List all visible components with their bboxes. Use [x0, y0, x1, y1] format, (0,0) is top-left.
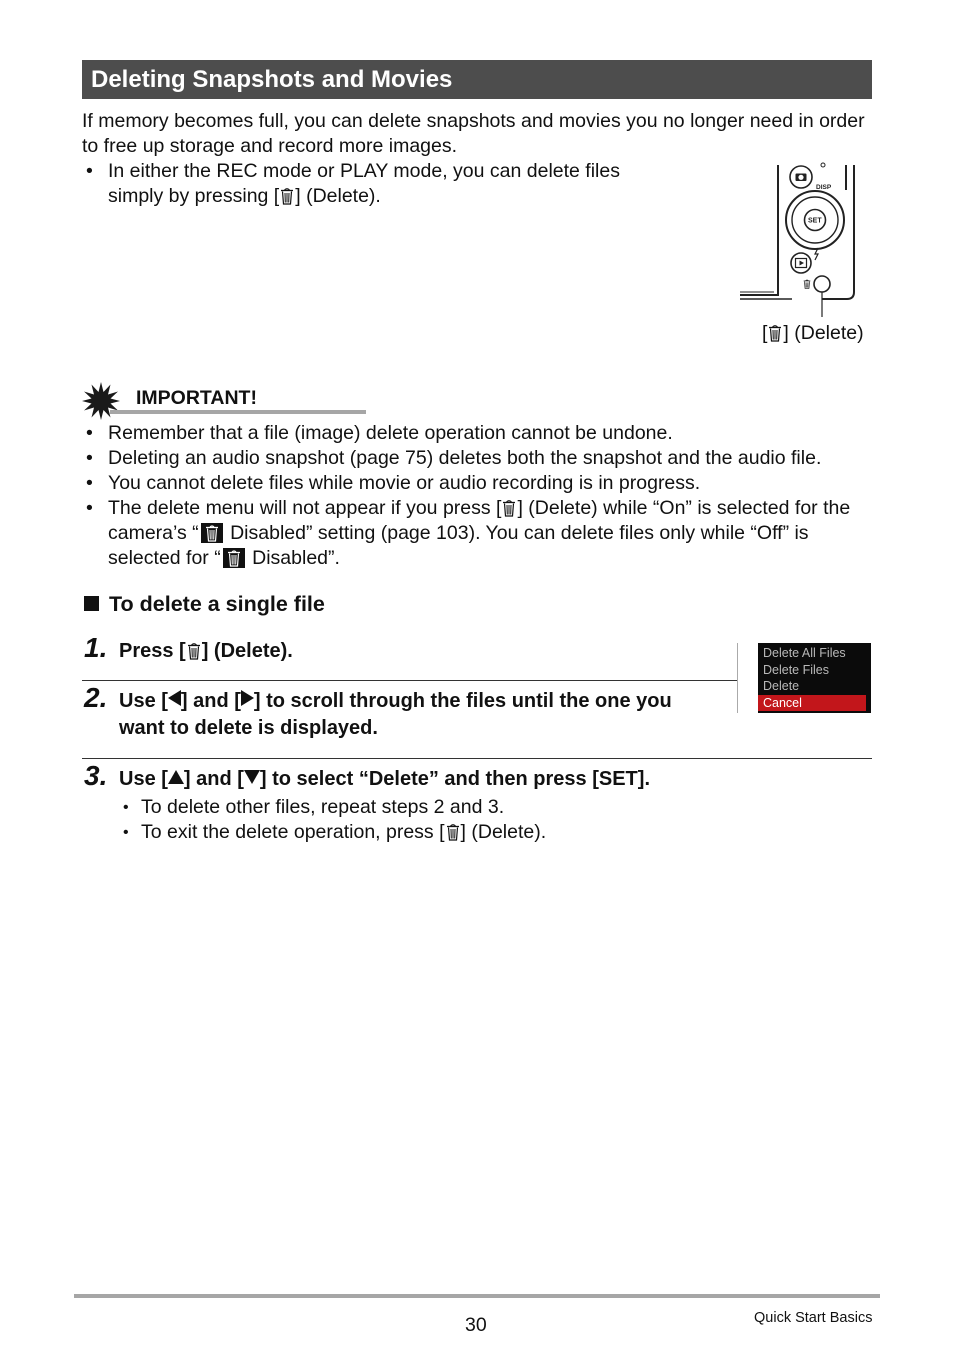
step-number: 1.: [84, 632, 108, 663]
step-3-text: Use [ ] and [ ] to select “Delete” and then press [SET].: [119, 768, 650, 790]
trash-icon: [502, 499, 516, 517]
important-label: IMPORTANT!: [136, 387, 257, 409]
bullet-text: In either the REC mode or PLAY mode, you can delete files simply by pressing [ ] (Delete).: [108, 160, 620, 207]
menu-item: Delete Files: [763, 662, 829, 677]
trash-icon: [187, 642, 201, 660]
footer-section-label: Quick Start Basics: [754, 1310, 873, 1326]
page-number: 30: [465, 1314, 487, 1336]
important-item: • Deleting an audio snapshot (page 75) deletes both the snapshot and the audio file.: [86, 447, 822, 469]
step-number: 3.: [84, 760, 108, 791]
step-divider: [82, 680, 738, 681]
footer-rule: [74, 1294, 880, 1298]
section-title: Deleting Snapshots and Movies: [82, 60, 872, 99]
procedure-heading: To delete a single file: [84, 592, 325, 617]
set-label: SET: [808, 217, 822, 225]
down-arrow-icon: [244, 770, 260, 784]
trash-icon: [280, 187, 294, 205]
menu-item: Delete: [763, 679, 800, 693]
left-arrow-icon: [168, 690, 181, 706]
important-item: • The delete menu will not appear if you press [ ] (Delete) while “On” is selected for the camera’s “ Disabled” setting (page 103). You can delete files only while “Off” is selected for “ Disabled”.: [86, 497, 851, 569]
square-bullet-icon: [84, 596, 99, 611]
trash-filled-icon: [223, 548, 245, 568]
delete-button: [814, 276, 830, 292]
step-number: 2.: [84, 682, 108, 713]
trash-filled-icon: [201, 523, 223, 543]
delete-caption: [ ] (Delete): [762, 322, 864, 344]
trash-icon: [768, 324, 782, 342]
right-arrow-icon: [241, 690, 254, 706]
step-note: • To exit the delete operation, press [ ] (Delete).: [123, 821, 547, 843]
disp-label: DISP: [816, 184, 832, 191]
important-item: • You cannot delete files while movie or audio recording is in progress.: [86, 472, 701, 494]
delete-menu-screen: [758, 643, 871, 713]
important-item: • Remember that a file (image) delete operation cannot be undone.: [86, 422, 673, 444]
intro-bullet: [86, 159, 666, 209]
step-2-text: Use [ ] and [ ] to scroll through the files until the one you want to delete is displayed.: [119, 690, 672, 739]
step-divider: [82, 758, 872, 759]
bullet-dot: •: [86, 160, 93, 182]
trash-icon: [446, 823, 460, 841]
camera-back-illustration: [738, 160, 858, 320]
small-trash-icon: [804, 280, 811, 288]
menu-item: Delete All Files: [763, 646, 846, 660]
screen-divider: [737, 643, 738, 713]
step-note: • To delete other files, repeat steps 2 and 3.: [123, 796, 505, 818]
menu-item-selected: Cancel: [758, 695, 866, 712]
up-arrow-icon: [168, 770, 184, 784]
starburst-icon: [82, 382, 120, 420]
intro-paragraph: If memory becomes full, you can delete snapshots and movies you no longer need in order to free up storage and record more images.: [82, 110, 865, 157]
step-1-text: Press [ ] (Delete).: [119, 640, 293, 662]
important-heading: [82, 382, 292, 416]
